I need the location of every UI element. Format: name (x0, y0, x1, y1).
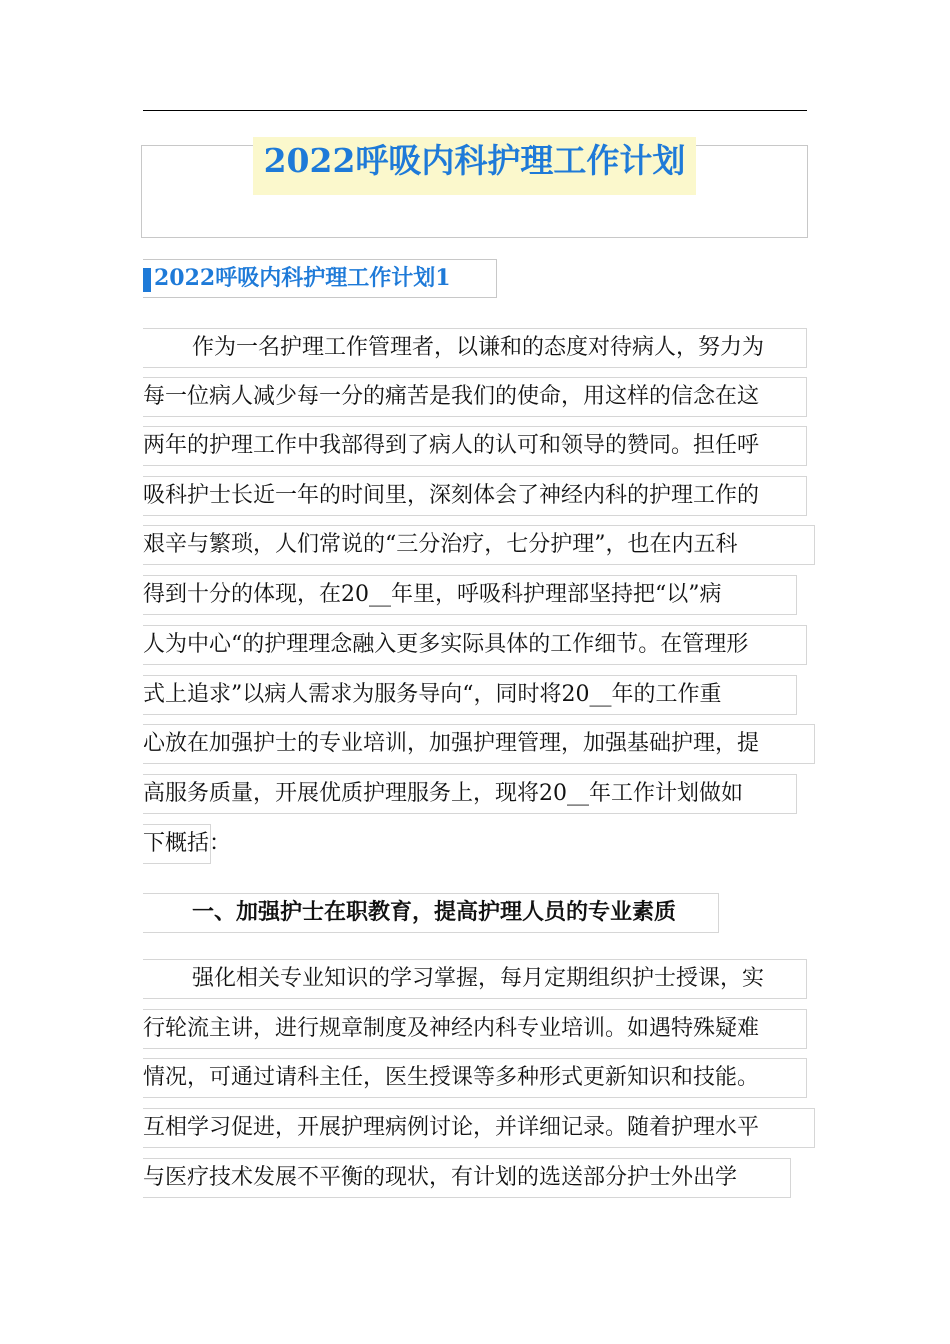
paragraph-line: 式上追求”以病人需求为服务导向“，同时将20__年的工作重 (143, 675, 797, 715)
paragraph-line: 与医疗技术发展不平衡的现状，有计划的选送部分护士外出学 (143, 1158, 791, 1198)
paragraph-line: 艰辛与繁琐，人们常说的“三分治疗，七分护理”，也在内五科 (143, 525, 815, 565)
paragraph-line: 心放在加强护士的专业培训，加强护理管理，加强基础护理，提 (143, 724, 815, 764)
paragraph-line: 吸科护士长近一年的时间里，深刻体会了神经内科的护理工作的 (143, 476, 807, 516)
paragraph-line: 人为中心“的护理理念融入更多实际具体的工作细节。在管理形 (143, 625, 807, 665)
section-heading (143, 259, 497, 298)
section-heading-text: 2022呼吸内科护理工作计划1 (154, 265, 451, 291)
document-title: 2022呼吸内科护理工作计划 (253, 137, 696, 195)
text-cursor-marker (143, 268, 151, 292)
paragraph-line: 每一位病人减少每一分的痛苦是我们的使命，用这样的信念在这 (143, 377, 807, 417)
paragraph-line: 两年的护理工作中我部得到了病人的认可和领导的赞同。担任呼 (143, 426, 807, 466)
paragraph-line: 高服务质量，开展优质护理服务上，现将20__年工作计划做如 (143, 774, 797, 814)
subheading: 一、加强护士在职教育，提高护理人员的专业素质 (143, 893, 719, 933)
paragraph-line: 强化相关专业知识的学习掌握，每月定期组织护士授课，实 (143, 959, 807, 999)
paragraph-line: 互相学习促进，开展护理病例讨论，并详细记录。随着护理水平 (143, 1108, 815, 1148)
header-rule (143, 110, 807, 111)
paragraph-line: 行轮流主讲，进行规章制度及神经内科专业培训。如遇特殊疑难 (143, 1009, 807, 1049)
paragraph-line: 作为一名护理工作管理者，以谦和的态度对待病人，努力为 (143, 328, 807, 368)
paragraph-line: 下概括： (143, 824, 211, 864)
paragraph-line: 得到十分的体现，在20__年里，呼吸科护理部坚持把“以”病 (143, 575, 797, 615)
paragraph-line: 情况，可通过请科主任，医生授课等多种形式更新知识和技能。 (143, 1058, 807, 1098)
